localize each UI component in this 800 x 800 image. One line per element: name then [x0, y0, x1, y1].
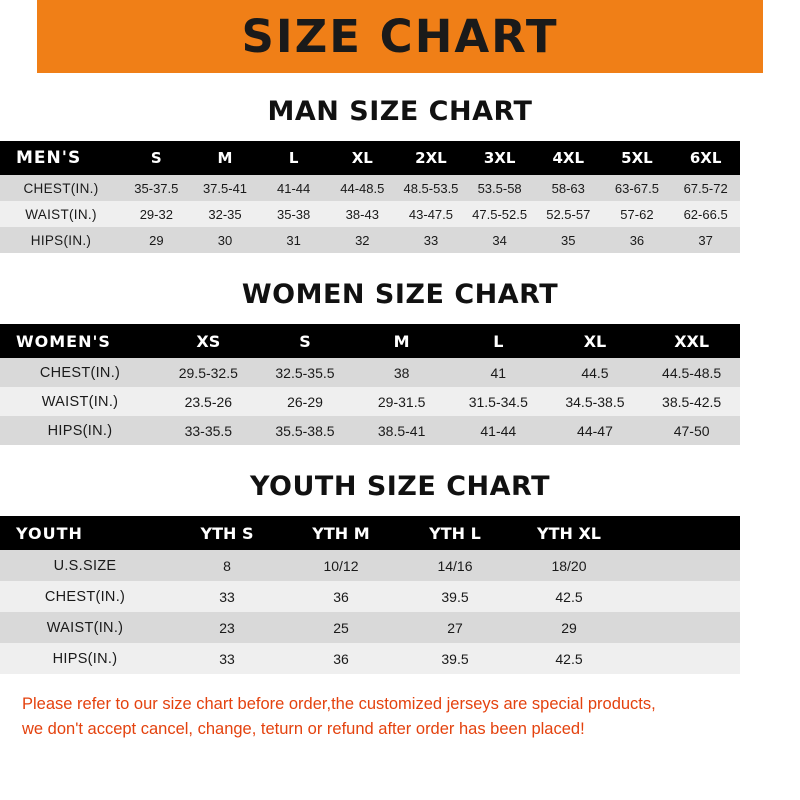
table-cell: 34.5-38.5 — [547, 387, 644, 416]
table-cell: 14/16 — [398, 550, 512, 581]
table-cell: 35.5-38.5 — [257, 416, 354, 445]
table-cell: 30 — [191, 227, 260, 253]
table-cell: 26-29 — [257, 387, 354, 416]
banner-left-notch — [0, 0, 37, 73]
table-cell: 42.5 — [512, 643, 626, 674]
men-header-5xl: 5XL — [603, 141, 672, 175]
table-row — [0, 358, 740, 387]
table-cell: 38.5-42.5 — [643, 387, 740, 416]
table-cell: 36 — [603, 227, 672, 253]
women-header-xl: XL — [547, 324, 644, 358]
table-cell: 58-63 — [534, 175, 603, 201]
page-title: SIZE CHART — [241, 10, 559, 63]
women-row-label-chest: CHEST(IN.) — [0, 358, 160, 387]
table-cell: 34 — [465, 227, 534, 253]
table-cell: 43-47.5 — [397, 201, 466, 227]
table-row — [0, 550, 740, 581]
men-row-label-waist: WAIST(IN.) — [0, 201, 122, 227]
footer-note-line1: Please refer to our size chart before order,the customized jerseys are special products, — [22, 695, 656, 713]
table-header-row — [0, 516, 740, 550]
table-cell: 48.5-53.5 — [397, 175, 466, 201]
table-cell: 31 — [259, 227, 328, 253]
youth-header-yth-m: YTH M — [284, 516, 398, 550]
table-cell-empty — [626, 643, 740, 674]
table-cell: 67.5-72 — [671, 175, 740, 201]
table-cell: 41-44 — [450, 416, 547, 445]
women-size-table — [0, 324, 740, 445]
table-cell: 35 — [534, 227, 603, 253]
table-cell: 63-67.5 — [603, 175, 672, 201]
youth-header-label: YOUTH — [0, 516, 170, 550]
table-cell: 29 — [512, 612, 626, 643]
table-row — [0, 175, 740, 201]
women-header-xs: XS — [160, 324, 257, 358]
header-banner — [0, 0, 800, 73]
table-cell: 23.5-26 — [160, 387, 257, 416]
men-header-s: S — [122, 141, 191, 175]
youth-header-yth-l: YTH L — [398, 516, 512, 550]
man-section-title: MAN SIZE CHART — [267, 96, 533, 127]
table-cell: 47.5-52.5 — [465, 201, 534, 227]
table-cell: 18/20 — [512, 550, 626, 581]
youth-header-yth-s: YTH S — [170, 516, 284, 550]
table-cell: 33-35.5 — [160, 416, 257, 445]
table-cell: 8 — [170, 550, 284, 581]
men-row-label-chest: CHEST(IN.) — [0, 175, 122, 201]
table-cell: 38 — [353, 358, 450, 387]
youth-header-yth-xl: YTH XL — [512, 516, 626, 550]
table-row — [0, 581, 740, 612]
table-cell: 37 — [671, 227, 740, 253]
banner-right-notch — [763, 0, 800, 73]
table-cell: 33 — [397, 227, 466, 253]
table-cell: 39.5 — [398, 581, 512, 612]
table-cell: 52.5-57 — [534, 201, 603, 227]
table-cell: 35-37.5 — [122, 175, 191, 201]
table-cell-empty — [626, 581, 740, 612]
table-cell: 36 — [284, 581, 398, 612]
women-header-m: M — [353, 324, 450, 358]
table-cell: 33 — [170, 581, 284, 612]
men-header-xl: XL — [328, 141, 397, 175]
table-cell: 44.5 — [547, 358, 644, 387]
table-cell: 29 — [122, 227, 191, 253]
table-cell: 38-43 — [328, 201, 397, 227]
footer-note-line2: we don't accept cancel, change, teturn or refund after order has been placed! — [22, 719, 585, 738]
men-header-2xl: 2XL — [397, 141, 466, 175]
table-header-row — [0, 324, 740, 358]
table-cell: 32 — [328, 227, 397, 253]
men-header-3xl: 3XL — [465, 141, 534, 175]
table-row — [0, 387, 740, 416]
youth-row-label-ussize: U.S.SIZE — [0, 550, 170, 581]
table-cell: 25 — [284, 612, 398, 643]
women-header-xxl: XXL — [643, 324, 740, 358]
table-header-row — [0, 141, 740, 175]
table-row — [0, 612, 740, 643]
man-table-wrap — [0, 141, 800, 253]
table-cell: 29-31.5 — [353, 387, 450, 416]
men-header-6xl: 6XL — [671, 141, 740, 175]
table-cell: 42.5 — [512, 581, 626, 612]
table-cell: 44-48.5 — [328, 175, 397, 201]
women-header-l: L — [450, 324, 547, 358]
youth-size-table — [0, 516, 740, 674]
table-cell-empty — [626, 550, 740, 581]
table-cell: 36 — [284, 643, 398, 674]
table-cell: 62-66.5 — [671, 201, 740, 227]
table-row — [0, 643, 740, 674]
table-cell-empty — [626, 612, 740, 643]
table-cell: 41-44 — [259, 175, 328, 201]
youth-row-label-waist: WAIST(IN.) — [0, 612, 170, 643]
men-header-l: L — [259, 141, 328, 175]
table-cell: 57-62 — [603, 201, 672, 227]
table-row — [0, 201, 740, 227]
youth-header-spacer — [626, 516, 740, 550]
table-cell: 32-35 — [191, 201, 260, 227]
table-cell: 29.5-32.5 — [160, 358, 257, 387]
table-cell: 33 — [170, 643, 284, 674]
table-row — [0, 227, 740, 253]
table-cell: 38.5-41 — [353, 416, 450, 445]
table-cell: 35-38 — [259, 201, 328, 227]
table-cell: 37.5-41 — [191, 175, 260, 201]
women-header-label: WOMEN'S — [0, 324, 160, 358]
table-cell: 10/12 — [284, 550, 398, 581]
men-size-table — [0, 141, 740, 253]
youth-table-wrap — [0, 516, 800, 674]
youth-section-title: YOUTH SIZE CHART — [249, 471, 551, 502]
table-cell: 41 — [450, 358, 547, 387]
table-cell: 27 — [398, 612, 512, 643]
men-header-m: M — [191, 141, 260, 175]
women-row-label-waist: WAIST(IN.) — [0, 387, 160, 416]
women-row-label-hips: HIPS(IN.) — [0, 416, 160, 445]
table-cell: 39.5 — [398, 643, 512, 674]
women-section-title: WOMEN SIZE CHART — [241, 279, 559, 310]
youth-row-label-chest: CHEST(IN.) — [0, 581, 170, 612]
youth-row-label-hips: HIPS(IN.) — [0, 643, 170, 674]
table-cell: 23 — [170, 612, 284, 643]
table-cell: 32.5-35.5 — [257, 358, 354, 387]
men-header-label: MEN'S — [0, 141, 122, 175]
men-row-label-hips: HIPS(IN.) — [0, 227, 122, 253]
table-cell: 29-32 — [122, 201, 191, 227]
women-table-wrap — [0, 324, 800, 445]
men-header-4xl: 4XL — [534, 141, 603, 175]
table-cell: 53.5-58 — [465, 175, 534, 201]
footer-note — [22, 692, 778, 742]
table-cell: 44-47 — [547, 416, 644, 445]
table-cell: 44.5-48.5 — [643, 358, 740, 387]
table-cell: 47-50 — [643, 416, 740, 445]
women-header-s: S — [257, 324, 354, 358]
table-cell: 31.5-34.5 — [450, 387, 547, 416]
table-row — [0, 416, 740, 445]
